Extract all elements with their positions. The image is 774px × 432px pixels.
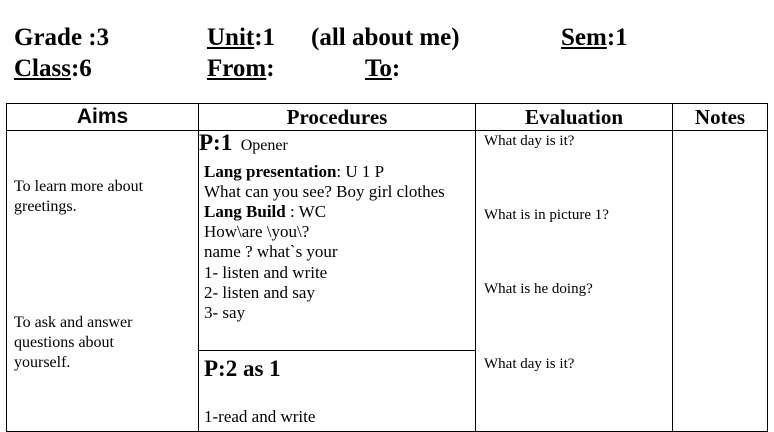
lang-build-value: : WC bbox=[285, 202, 327, 221]
p1-subtitle: Opener bbox=[240, 137, 288, 154]
column-header-aims: Aims bbox=[7, 104, 199, 131]
procedures-cell bbox=[199, 131, 476, 432]
procedure-step: 2- listen and say bbox=[204, 283, 315, 302]
p1-title: P:1 bbox=[199, 130, 233, 155]
to-value: : bbox=[391, 55, 401, 82]
unit-name: (all about me) bbox=[311, 24, 460, 51]
lang-build-line bbox=[204, 202, 326, 222]
from-value: : bbox=[266, 55, 275, 82]
p2-title: P:2 as 1 bbox=[204, 356, 281, 381]
sem-label bbox=[561, 23, 628, 53]
column-header-procedures: Procedures bbox=[199, 104, 476, 131]
lang-build-label: Lang Build bbox=[204, 202, 286, 221]
aim-item: To learn more about greetings. bbox=[14, 178, 144, 215]
evaluation-cell bbox=[476, 131, 673, 432]
unit-label bbox=[207, 23, 275, 53]
procedure-step: 3- say bbox=[204, 303, 246, 322]
unit-label-text: Unit bbox=[207, 24, 255, 51]
sem-label-text: Sem bbox=[561, 24, 607, 51]
sem-value: :1 bbox=[606, 24, 628, 51]
lang-presentation-value: : U 1 P bbox=[336, 162, 385, 181]
procedure-step: 1-read and write bbox=[204, 407, 316, 426]
column-header-notes: Notes bbox=[673, 104, 768, 131]
procedure-line: What can you see? Boy girl clothes bbox=[204, 182, 445, 201]
aims-cell bbox=[7, 131, 199, 432]
column-header-evaluation: Evaluation bbox=[476, 104, 673, 131]
procedure-step: 1- listen and write bbox=[204, 263, 328, 282]
evaluation-item: What day is it? bbox=[484, 133, 575, 149]
evaluation-item: What day is it? bbox=[484, 356, 575, 372]
lesson-plan-table bbox=[6, 103, 768, 432]
evaluation-item: What is he doing? bbox=[484, 281, 593, 297]
grade-label: Grade :3 bbox=[14, 24, 110, 51]
table-header-row bbox=[7, 104, 768, 131]
evaluation-item: What is in picture 1? bbox=[484, 207, 609, 223]
notes-cell bbox=[673, 131, 768, 432]
to-label-text: To bbox=[365, 55, 392, 82]
p1-title-line bbox=[199, 130, 288, 156]
aim-item: To ask and answer questions about yourself. bbox=[14, 314, 133, 371]
from-label bbox=[207, 54, 275, 84]
from-label-text: From bbox=[207, 55, 267, 82]
class-value: :6 bbox=[70, 55, 92, 82]
lang-presentation-label: Lang presentation bbox=[204, 162, 337, 181]
to-label bbox=[365, 54, 400, 84]
lang-presentation-line bbox=[204, 162, 384, 182]
class-label-text: Class bbox=[14, 55, 71, 82]
p2-title-line bbox=[204, 355, 281, 385]
class-label bbox=[14, 54, 92, 84]
unit-value: :1 bbox=[254, 24, 276, 51]
procedure-line: How\are \you\? bbox=[204, 222, 310, 241]
table-row bbox=[7, 131, 768, 432]
procedure-line: name ? what`s your bbox=[204, 242, 338, 261]
